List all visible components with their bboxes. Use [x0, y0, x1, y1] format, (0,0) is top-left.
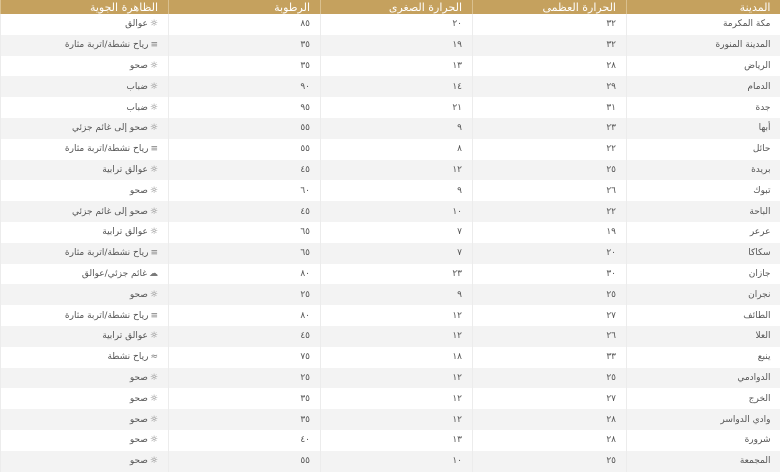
table-header-row: [1, 0, 780, 14]
table-row: [1, 180, 780, 201]
cell-min-temp: ٩: [321, 180, 473, 201]
cell-condition: [1, 160, 169, 181]
cell-condition: [1, 284, 169, 305]
cell-humidity: ٩٠: [169, 76, 321, 97]
cell-humidity: ٩٥: [169, 97, 321, 118]
table-row: [1, 14, 780, 35]
table-row: [1, 97, 780, 118]
table-row: [1, 409, 780, 430]
sun-icon: ☼: [150, 456, 158, 466]
condition-text: رياح نشطة/اتربة مثارة: [65, 248, 149, 258]
cell-city: العلا: [627, 326, 780, 347]
table-row: [1, 326, 780, 347]
cell-city: بريدة: [627, 160, 780, 181]
cell-city: شرورة: [627, 430, 780, 451]
cell-max-temp: ٢٩: [473, 76, 627, 97]
cell-max-temp: ١٩: [473, 222, 627, 243]
condition-text: صحو: [130, 456, 148, 466]
cell-max-temp: ٢٥: [473, 368, 627, 389]
cell-humidity: ٨٠: [169, 305, 321, 326]
header-condition: الظاهرة الجوية: [1, 0, 169, 14]
table-row: [1, 284, 780, 305]
cell-min-temp: ٢٠: [321, 14, 473, 35]
cell-humidity: ٢٥: [169, 368, 321, 389]
wind-icon: ≡: [150, 144, 158, 154]
cell-min-temp: ٢١: [321, 97, 473, 118]
table-row: [1, 139, 780, 160]
condition-text: ضباب: [126, 82, 148, 92]
condition-text: صحو إلى غائم جزئي: [72, 207, 148, 217]
cloud-icon: ☁: [149, 269, 158, 279]
condition-text: صحو: [130, 415, 148, 425]
condition-text: صحو: [130, 373, 148, 383]
sun-icon: ☼: [150, 61, 158, 71]
table-row: [1, 264, 780, 285]
header-min-temp: الحرارة الصغرى: [321, 0, 473, 14]
cell-max-temp: ٣٠: [473, 264, 627, 285]
table-row: [1, 118, 780, 139]
cell-min-temp: ٩: [321, 118, 473, 139]
cell-min-temp: ١٠: [321, 201, 473, 222]
cell-min-temp: ١٤: [321, 76, 473, 97]
table-row: [1, 56, 780, 77]
cell-max-temp: ٣٢: [473, 14, 627, 35]
cell-city: وادي الدواسر: [627, 409, 780, 430]
cell-humidity: ٥٥: [169, 118, 321, 139]
cell-city: مكة المكرمة: [627, 14, 780, 35]
cell-condition: [1, 35, 169, 56]
cell-max-temp: ٢٥: [473, 160, 627, 181]
table-row: [1, 451, 780, 472]
cell-city: تبوك: [627, 180, 780, 201]
cell-min-temp: ٧: [321, 243, 473, 264]
condition-text: رياح نشطة/اتربة مثارة: [65, 144, 149, 154]
cell-humidity: ٤٥: [169, 160, 321, 181]
cell-min-temp: ١٣: [321, 430, 473, 451]
cell-min-temp: ١٢: [321, 305, 473, 326]
cell-max-temp: ٢٣: [473, 118, 627, 139]
condition-text: رياح نشطة/اتربة مثارة: [65, 311, 149, 321]
cell-min-temp: ١٢: [321, 409, 473, 430]
cell-max-temp: ٢٧: [473, 388, 627, 409]
sun-icon: ☼: [150, 415, 158, 425]
cell-humidity: ٣٥: [169, 409, 321, 430]
dust-icon: ☼: [150, 331, 158, 341]
cell-condition: [1, 409, 169, 430]
fog-icon: ☼: [150, 103, 158, 113]
table-row: [1, 201, 780, 222]
cell-humidity: ٨٠: [169, 264, 321, 285]
wind-icon: ≡: [150, 248, 158, 258]
fog-icon: ☼: [150, 82, 158, 92]
table-row: [1, 243, 780, 264]
condition-text: عوالق ترابية: [102, 331, 148, 341]
condition-text: صحو: [130, 290, 148, 300]
dust-icon: ☼: [150, 227, 158, 237]
cell-humidity: ٤٠: [169, 430, 321, 451]
cell-humidity: ٦٥: [169, 222, 321, 243]
cell-max-temp: ٣٣: [473, 347, 627, 368]
cell-city: الدوادمي: [627, 368, 780, 389]
cell-city: الدمام: [627, 76, 780, 97]
cell-humidity: ٣٥: [169, 56, 321, 77]
cell-city: أبها: [627, 118, 780, 139]
cell-humidity: ٣٥: [169, 35, 321, 56]
cell-condition: [1, 305, 169, 326]
condition-text: صحو: [130, 61, 148, 71]
table-row: [1, 35, 780, 56]
table-row: [1, 430, 780, 451]
cell-max-temp: ٢٥: [473, 451, 627, 472]
condition-text: صحو: [130, 394, 148, 404]
sun-icon: ☼: [150, 19, 158, 29]
sun-icon: ☼: [150, 186, 158, 196]
cell-city: الباحة: [627, 201, 780, 222]
cell-condition: [1, 430, 169, 451]
cell-max-temp: ٢٨: [473, 56, 627, 77]
cell-city: المجمعة: [627, 451, 780, 472]
cell-min-temp: ٢٣: [321, 264, 473, 285]
cell-condition: [1, 243, 169, 264]
condition-text: عوالق ترابية: [102, 227, 148, 237]
condition-text: عوالق ترابية: [102, 165, 148, 175]
condition-text: رياح نشطة/اتربة مثارة: [65, 40, 149, 50]
cell-city: عرعر: [627, 222, 780, 243]
wind-icon: ≡: [150, 311, 158, 321]
cell-condition: [1, 201, 169, 222]
condition-text: رياح نشطة: [107, 352, 148, 362]
cell-min-temp: ٨: [321, 139, 473, 160]
cell-condition: [1, 14, 169, 35]
cell-condition: [1, 326, 169, 347]
cell-condition: [1, 451, 169, 472]
cell-humidity: ٥٥: [169, 451, 321, 472]
cell-city: جازان: [627, 264, 780, 285]
condition-text: عوالق: [125, 19, 148, 29]
condition-text: ضباب: [126, 103, 148, 113]
header-max-temp: الحرارة العظمى: [473, 0, 627, 14]
cell-min-temp: ١٢: [321, 368, 473, 389]
cell-max-temp: ٢٨: [473, 430, 627, 451]
cell-humidity: ٤٥: [169, 201, 321, 222]
cell-humidity: ٥٥: [169, 139, 321, 160]
cell-city: حائل: [627, 139, 780, 160]
cell-min-temp: ١٢: [321, 160, 473, 181]
cell-max-temp: ٢٠: [473, 243, 627, 264]
cell-city: المدينة المنورة: [627, 35, 780, 56]
partly-cloudy-icon: ☼: [150, 207, 158, 217]
table-row: [1, 347, 780, 368]
table-row: [1, 305, 780, 326]
table-row: [1, 368, 780, 389]
condition-text: صحو: [130, 186, 148, 196]
condition-text: صحو إلى غائم جزئي: [72, 123, 148, 133]
cell-max-temp: ٣٢: [473, 35, 627, 56]
sun-icon: ☼: [150, 435, 158, 445]
partly-cloudy-icon: ☼: [150, 123, 158, 133]
cell-condition: [1, 264, 169, 285]
cell-condition: [1, 388, 169, 409]
cell-max-temp: ٢٢: [473, 139, 627, 160]
cell-condition: [1, 118, 169, 139]
table-row: [1, 76, 780, 97]
cell-city: ينبع: [627, 347, 780, 368]
cell-max-temp: ٢٧: [473, 305, 627, 326]
condition-text: صحو: [130, 435, 148, 445]
wind-icon: ≡: [150, 40, 158, 50]
cell-humidity: ٧٥: [169, 347, 321, 368]
cell-city: جدة: [627, 97, 780, 118]
cell-max-temp: ٢٦: [473, 180, 627, 201]
cell-condition: [1, 368, 169, 389]
cell-city: الرياض: [627, 56, 780, 77]
cell-condition: [1, 56, 169, 77]
cell-condition: [1, 222, 169, 243]
cell-condition: [1, 347, 169, 368]
sun-icon: ☼: [150, 373, 158, 383]
cell-humidity: ٢٥: [169, 284, 321, 305]
cell-humidity: ٤٥: [169, 326, 321, 347]
cell-max-temp: ٢٢: [473, 201, 627, 222]
sun-icon: ☼: [150, 290, 158, 300]
cell-condition: [1, 76, 169, 97]
cell-max-temp: ٢٨: [473, 409, 627, 430]
cell-city: سكاكا: [627, 243, 780, 264]
cell-city: نجران: [627, 284, 780, 305]
dust-icon: ☼: [150, 165, 158, 175]
table-row: [1, 222, 780, 243]
table-row: [1, 388, 780, 409]
table-row: [1, 160, 780, 181]
header-humidity: الرطوبة: [169, 0, 321, 14]
cell-min-temp: ١٣: [321, 56, 473, 77]
cell-city: الطائف: [627, 305, 780, 326]
cell-humidity: ٣٥: [169, 388, 321, 409]
cell-min-temp: ٩: [321, 284, 473, 305]
cell-max-temp: ٣١: [473, 97, 627, 118]
cell-min-temp: ١٩: [321, 35, 473, 56]
cell-max-temp: ٢٥: [473, 284, 627, 305]
cell-condition: [1, 97, 169, 118]
condition-text: غائم جزئي/عوالق: [82, 269, 147, 279]
sun-icon: ☼: [150, 394, 158, 404]
header-city: المدينة: [627, 0, 780, 14]
cell-humidity: ٨٥: [169, 14, 321, 35]
cell-min-temp: ١٨: [321, 347, 473, 368]
wind-icon: ≈: [150, 352, 158, 362]
cell-min-temp: ١٢: [321, 388, 473, 409]
cell-min-temp: ٧: [321, 222, 473, 243]
cell-humidity: ٦٠: [169, 180, 321, 201]
cell-condition: [1, 180, 169, 201]
cell-humidity: ٦٥: [169, 243, 321, 264]
cell-min-temp: ١٢: [321, 326, 473, 347]
cell-city: الخرج: [627, 388, 780, 409]
cell-min-temp: ١٠: [321, 451, 473, 472]
cell-condition: [1, 139, 169, 160]
cell-max-temp: ٢٦: [473, 326, 627, 347]
